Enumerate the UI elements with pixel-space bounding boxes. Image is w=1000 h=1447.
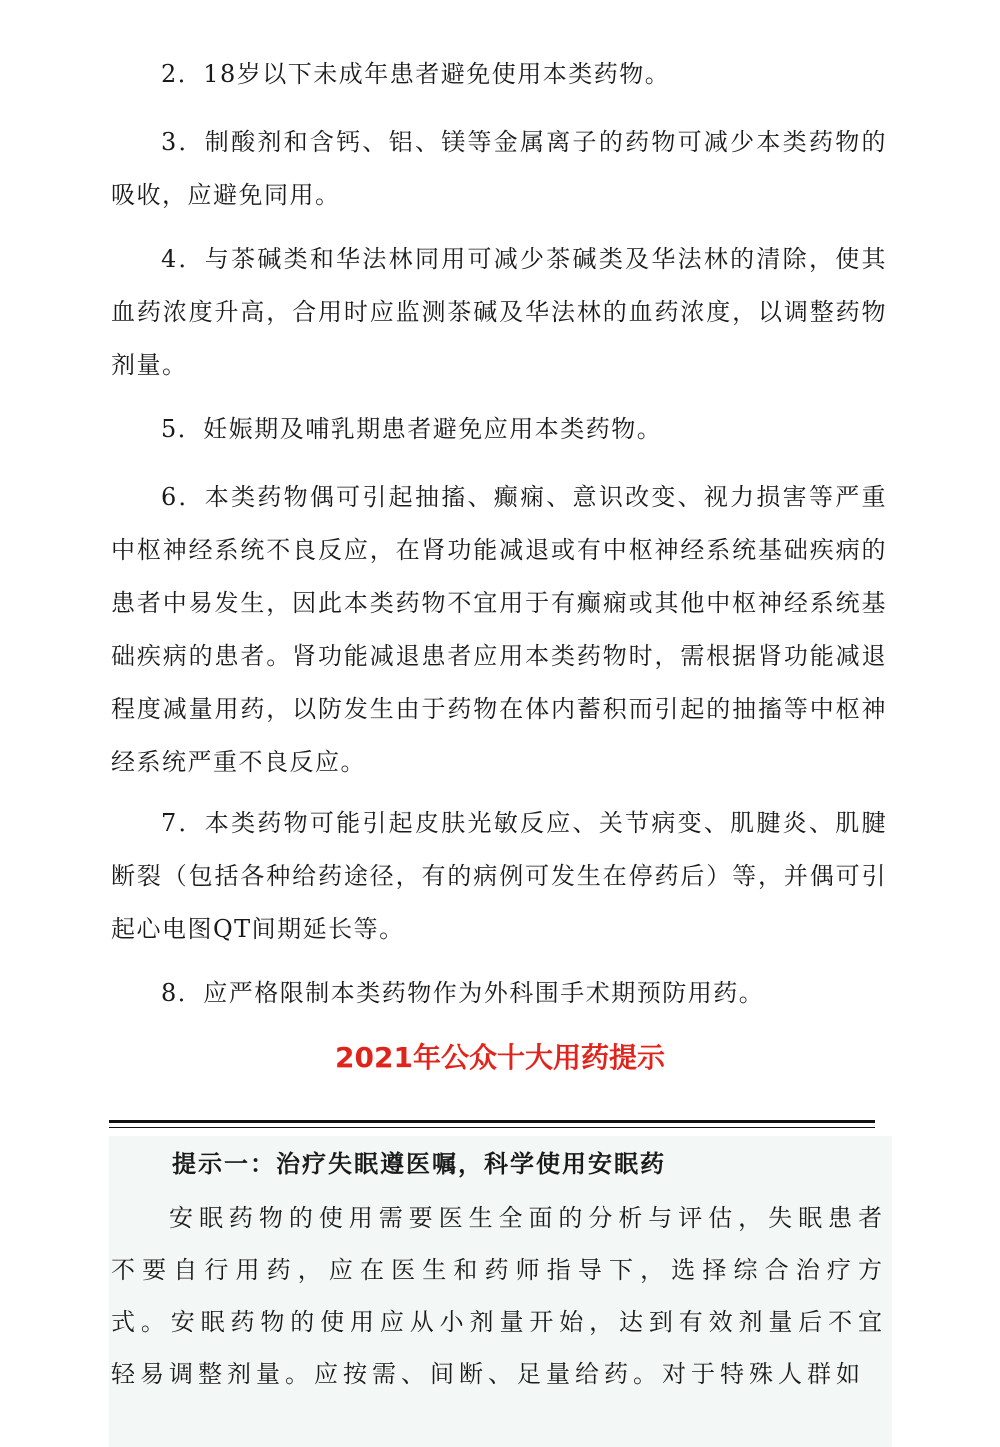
section-heading: 2021年公众十大用药提示 xyxy=(335,1041,665,1074)
tip-title: 提示一：治疗失眠遵医嘱，科学使用安眠药 xyxy=(172,1150,666,1178)
paragraph-item-2: 2．18岁以下未成年患者避免使用本类药物。 xyxy=(161,60,671,88)
tip-body: 安眠药物的使用需要医生全面的分析与评估，失眠患者不要自行用药，应在医生和药师指导下，选择综合治疗方式。安眠药物的使用应从小剂量开始，达到有效剂量后不宜轻易调整剂量。应按需、间断、足量给药。对于特殊人群如 xyxy=(111,1204,887,1388)
paragraph-item-7: 7．本类药物可能引起皮肤光敏反应、关节病变、肌腱炎、肌腱断裂（包括各种给药途径，有的病例可发生在停药后）等，并偶可引起心电图QT间期延长等。 xyxy=(111,809,887,943)
paragraph-item-4: 4．与茶碱类和华法林同用可减少茶碱类及华法林的清除，使其血药浓度升高，合用时应监测茶碱及华法林的血药浓度，以调整药物剂量。 xyxy=(111,245,887,379)
paragraph-item-5: 5．妊娠期及哺乳期患者避免应用本类药物。 xyxy=(161,415,663,443)
divider-thick xyxy=(109,1120,875,1123)
paragraph-item-8: 8．应严格限制本类药物作为外科围手术期预防用药。 xyxy=(161,979,765,1007)
paragraph-item-3: 3．制酸剂和含钙、铝、镁等金属离子的药物可减少本类药物的吸收，应避免同用。 xyxy=(111,128,887,209)
paragraph-item-6: 6．本类药物偶可引起抽搐、癫痫、意识改变、视力损害等严重中枢神经系统不良反应，在肾功能减退或有中枢神经系统基础疾病的患者中易发生，因此本类药物不宜用于有癫痫或其他中枢神经系统基础疾病的患者。肾功能减退患者应用本类药物时，需根据肾功能减退程度减量用药，以防发生由于药物在体内蓄积而引起的抽搐等中枢神经系统严重不良反应。 xyxy=(111,483,887,776)
divider-thin xyxy=(109,1127,875,1128)
